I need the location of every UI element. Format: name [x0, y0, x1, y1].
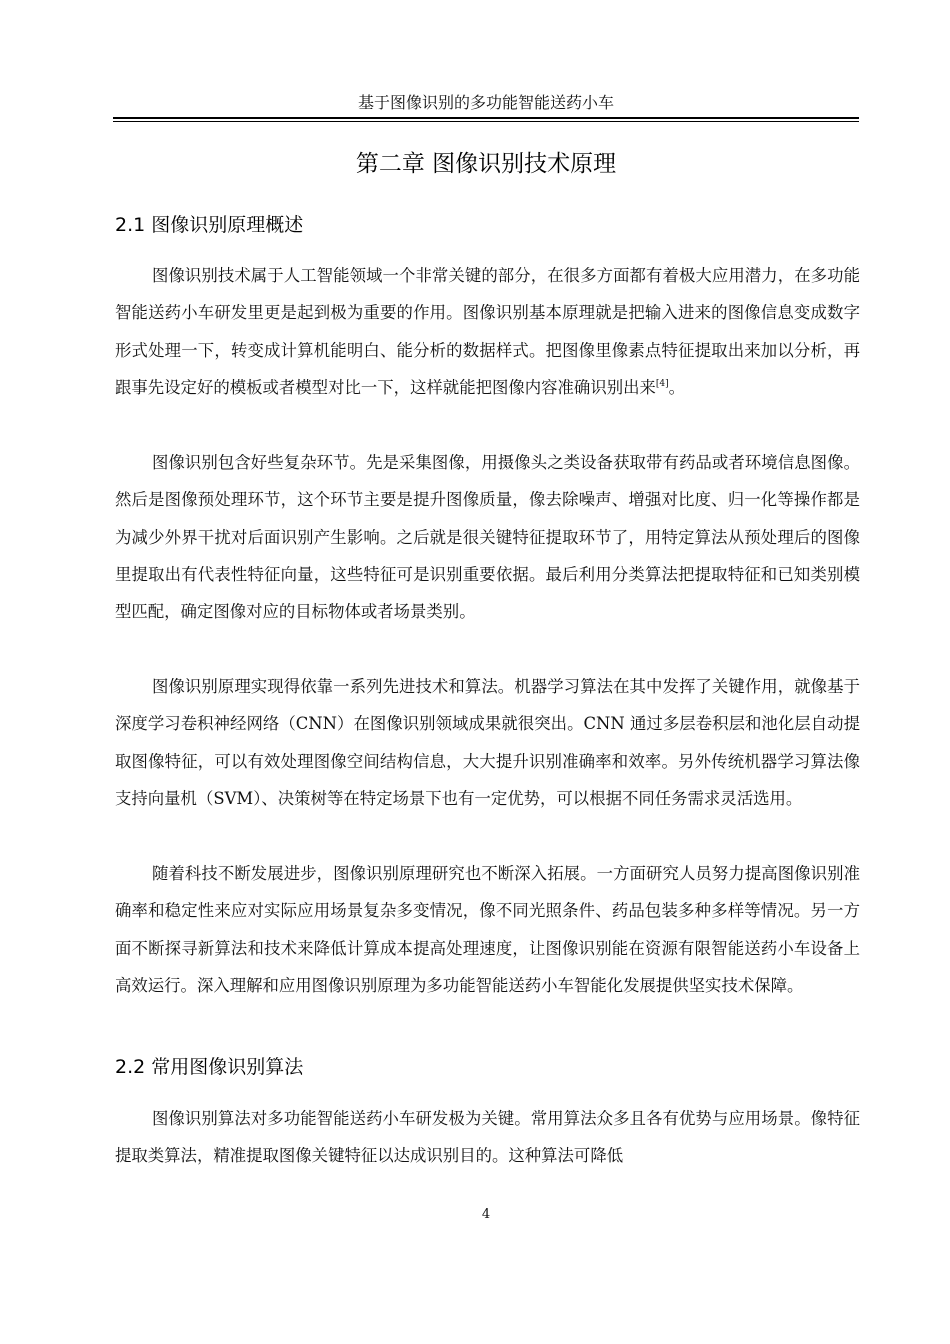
paragraph-text: 图像识别技术属于人工智能领域一个非常关键的部分，在很多方面都有着极大应用潜力，在多功能智能送药小车研发里更是起到极为重要的作用。图像识别基本原理就是把输入进来的图像信息变成数字形式处理一下，转变成计算机能明白、能分析的数据样式。把图像里像素点特征提取出来加以分析，再跟事先设定好的模板或者模型对比一下，这样就能把图像内容准确识别出来	[115, 266, 860, 397]
citation-reference: [4]	[655, 378, 669, 389]
section-heading-2-1: 2.1 图像识别原理概述	[115, 214, 304, 236]
header-rule-thin	[113, 121, 859, 122]
chapter-title: 第二章 图像识别技术原理	[355, 151, 617, 177]
running-header: 基于图像识别的多功能智能送药小车	[357, 93, 614, 112]
header-rule	[113, 117, 859, 119]
page-number: 4	[481, 1207, 491, 1222]
paragraph-common-algorithms: 图像识别算法对多功能智能送药小车研发极为关键。常用算法众多且各有优势与应用场景。像特征提取类算法，精准提取图像关键特征以达成识别目的。这种算法可降低	[115, 1109, 860, 1166]
section-heading-2-2: 2.2 常用图像识别算法	[115, 1056, 304, 1078]
paragraph-tail: 。	[668, 377, 686, 397]
paragraph-steps: 图像识别包含好些复杂环节。先是采集图像，用摄像头之类设备获取带有药品或者环境信息图像。然后是图像预处理环节，这个环节主要是提升图像质量，像去除噪声、增强对比度、归一化等操作都是为减少外界干扰对后面识别产生影响。之后就是很关键特征提取环节了，用特定算法从预处理后的图像里提取出有代表性特征向量，这些特征可是识别重要依据。最后利用分类算法把提取特征和已知类别模型匹配，确定图像对应的目标物体或者场景类别。	[115, 453, 860, 622]
paragraph-algorithms: 图像识别原理实现得依靠一系列先进技术和算法。机器学习算法在其中发挥了关键作用，就像基于深度学习卷积神经网络（CNN）在图像识别领域成果就很突出。CNN 通过多层卷积层和池化层自动提取图像特征，可以有效处理图像空间结构信息，大大提升识别准确率和效率。另外传统机器学习算法像支持向量机（SVM）、决策树等在特定场景下也有一定优势，可以根据不同任务需求灵活选用。	[115, 677, 860, 808]
paragraph-overview	[115, 257, 860, 406]
paragraph-development: 随着科技不断发展进步，图像识别原理研究也不断深入拓展。一方面研究人员努力提高图像识别准确率和稳定性来应对实际应用场景复杂多变情况，像不同光照条件、药品包装多种多样等情况。另一方面不断探寻新算法和技术来降低计算成本提高处理速度，让图像识别能在资源有限智能送药小车设备上高效运行。深入理解和应用图像识别原理为多功能智能送药小车智能化发展提供坚实技术保障。	[115, 864, 860, 995]
